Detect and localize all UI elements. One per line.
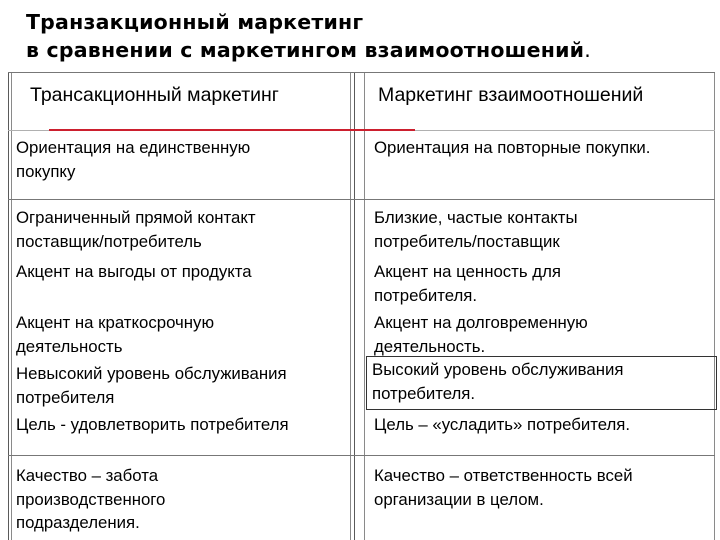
cell-transactional-low-service: Невысокий уровень обслуживания потребителя [16,364,287,407]
cell-relationship-delight-goal: Цель – «усладить» потребителя. [374,415,631,434]
column-divider-left [350,72,351,540]
table-border-left-inner [11,72,12,540]
cell-transactional-quality-production: Качество – забота производственного подразделения. [16,466,166,532]
cell-relationship-high-service: Высокий уровень обслуживания потребителя. [372,360,624,403]
table-border-left [8,72,9,540]
cell-relationship-repeat-purchases: Ориентация на повторные покупки. [374,138,651,157]
cell-transactional-single-purchase: Ориентация на единственную покупку [16,138,251,181]
table-top-border [8,72,715,73]
slide-title-period: . [584,38,591,62]
cell-relationship-close-contacts: Близкие, частые контакты потребитель/поставщик [374,208,578,251]
slide-title-line-2 [26,36,706,64]
cell-relationship-customer-value: Акцент на ценность для потребителя. [374,262,561,305]
cell-transactional-limited-contact: Ограниченный прямой контакт поставщик/потребитель [16,208,256,251]
comparison-table [0,72,720,540]
cell-transactional-satisfy-goal: Цель - удовлетворить потребителя [16,415,289,434]
slide-title [26,8,706,64]
header-relationship: Маркетинг взаимоотношений [378,84,644,106]
cell-transactional-short-term: Акцент на краткосрочную деятельность [16,313,215,356]
row-separator-1 [8,199,715,200]
cell-relationship-quality-organization: Качество – ответственность всей организации в целом. [374,466,633,509]
table-border-right [714,72,715,540]
slide-title-line-1: Транзакционный маркетинг [26,10,364,34]
slide-title-line-2-text: в сравнении с маркетингом взаимоотношений [26,38,585,62]
column-divider-right-inner [364,72,365,540]
cell-relationship-long-term: Акцент на долговременную деятельность. [374,313,588,356]
header-transactional: Трансакционный маркетинг [30,84,279,106]
cell-transactional-product-benefits: Акцент на выгоды от продукта [16,262,252,281]
header-accent-line [49,129,415,131]
column-divider-right [354,72,355,540]
row-separator-2 [8,455,715,456]
